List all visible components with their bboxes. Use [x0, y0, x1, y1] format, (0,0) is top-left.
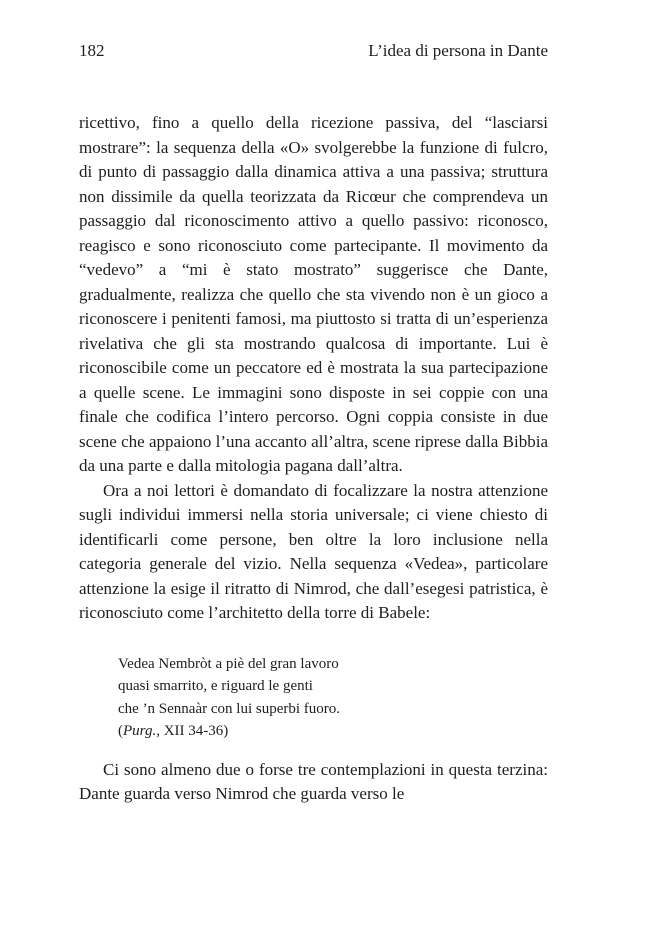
- verse-line-3: che ’n Sennaàr con lui superbi fuoro.: [118, 700, 341, 717]
- citation-open-paren: (: [118, 723, 123, 739]
- verse-line-1: Vedea Nembròt a piè del gran lavoro: [118, 655, 339, 672]
- verse-quotation: [118, 653, 548, 743]
- citation-verses: , XII 34-36): [156, 723, 229, 739]
- paragraph-1: ricettivo, fino a quello della ricezione passiva, del “lasciarsi mostrare”: la sequenza della «O» svolgerebbe la funzione di fulcro, di punto di passaggio dalla dinamica attiva a una passiva; struttura non dissimile da quella teorizzata da Ricœur che comprendeva un passaggio dal riconoscimento attivo a quello passivo: riconosco, reagisco e sono riconosciuto come partecipante. Il movimento da “vedevo” a “mi è stato mostrato” suggerisce che Dante, gradualmente, realizza che quello che sta vivendo non è un gioco a riconoscere i penitenti famosi, ma piuttosto si tratta di un’esperienza rivelativa che gli sta mostrando qualcosa di importante. Lui è riconoscibile come un peccatore ed è mostrata la sua partecipazione a quelle scene. Le immagini sono disposte in sei coppie con una finale che codifica l’intero percorso. Ogni coppia consiste in due scene che appaiono l’una accanto all’altra, scene riprese dalla Bibbia da una parte e dalla mitologia pagana dall’altra.: [79, 113, 548, 475]
- running-head: [79, 36, 548, 66]
- verse-line-2: quasi smarrito, e riguard le genti: [118, 678, 313, 694]
- paragraph-2: Ora a noi lettori è domandato di focalizzare la nostra attenzione sugli individui immersi nella storia universale; ci viene chiesto di identificarli come persone, ben oltre la loro inclusione nella categoria generale del vizio. Nella sequenza «Vedea», particolare attenzione la esige il ritratto di Nimrod, che dall’esegesi patristica, è riconosciuto come l’architetto della torre di Babele:: [79, 480, 548, 622]
- citation-work-title: Purg.: [123, 723, 157, 739]
- verse-citation: [118, 720, 548, 743]
- running-title: L’idea di persona in Dante: [368, 41, 548, 60]
- body-text: [79, 111, 548, 807]
- paragraph-3: Ci sono almeno due o forse tre contemplazioni in questa terzina: Dante guarda verso Nimrod che guarda verso le: [79, 759, 548, 803]
- page-number: 182: [79, 41, 105, 60]
